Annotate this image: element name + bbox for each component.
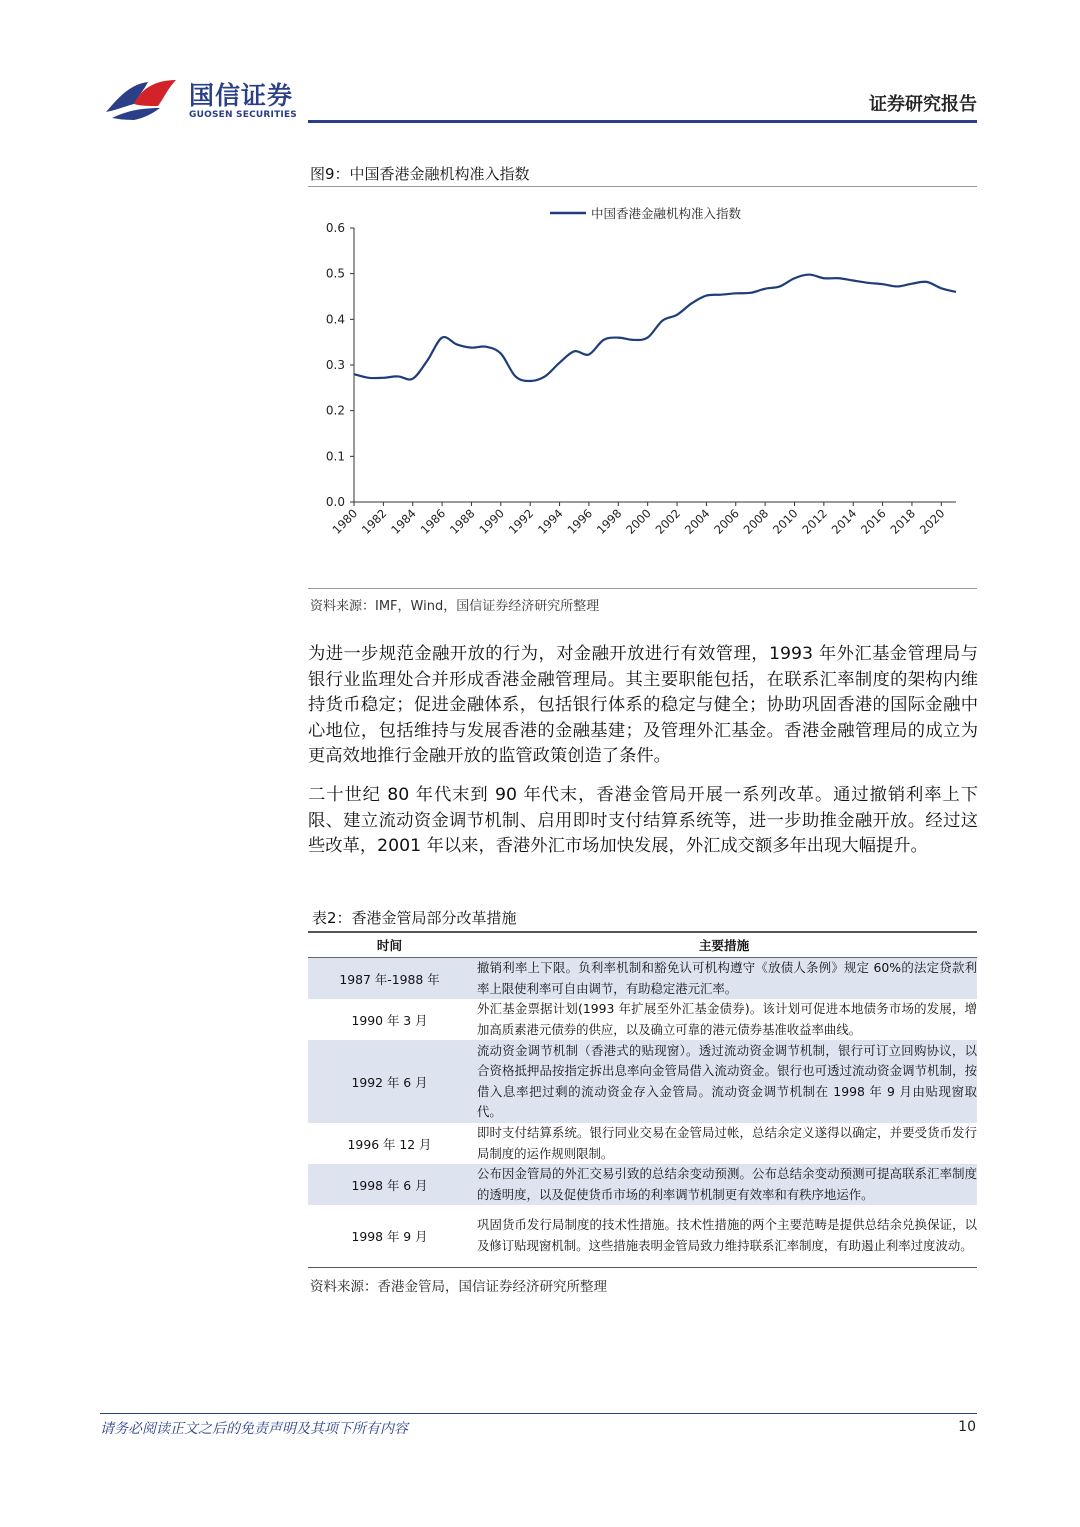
data-point-1991 [515,375,517,377]
data-point-2006 [735,292,737,294]
y-tick-label: 0.1 [325,449,345,464]
data-point-2013 [838,277,840,279]
y-tick-group [326,221,354,509]
data-point-2000 [647,337,649,339]
data-point-2004 [705,295,707,297]
guosen-logo [104,76,184,124]
brand-name-en: GUOSEN SECURITIES [189,110,297,120]
table-header-row [308,932,977,958]
x-tick-label: 2008 [740,506,772,537]
data-point-2011 [808,274,810,276]
data-point-2020 [940,287,942,289]
data-point-2010 [793,277,795,279]
data-point-2008 [764,288,766,290]
data-point-1981 [368,377,370,379]
row-time: 1990 年 3 月 [351,1012,428,1028]
row-desc: 公布因金管局的外汇交易引致的总结余变动预测。公布总结余变动预测可提高联系汇率制度的透明度，以及促使货币市场的利率调节机制更有效率和有秩序地运作。 [471,1164,977,1205]
header-measures: 主要措施 [471,932,977,958]
x-tick-label: 1986 [417,506,449,537]
x-tick-label: 2012 [799,506,830,537]
legend-label: 中国香港金融机构准入指数 [591,206,742,221]
data-point-1986 [441,337,443,339]
x-tick-label: 2020 [916,506,948,537]
x-tick-label: 1990 [476,506,507,537]
data-point-1987 [456,343,458,345]
footer-divider [100,1413,977,1414]
x-tick-label: 1988 [446,506,478,537]
row-desc: 即时支付结算系统。银行同业交易在金管局过帐，总结余定义遂得以确定，并要受货币发行局制度的运作规则限制。 [477,1125,977,1161]
table-row [308,1040,977,1123]
disclaimer-note: 请务必阅读正文之后的免责声明及其项下所有内容 [100,1421,408,1437]
data-point-1999 [632,339,634,341]
data-point-1985 [426,359,428,361]
data-point-2019 [926,281,928,283]
table-row [308,958,977,1000]
figure-top-rule [308,186,977,187]
data-point-2002 [676,314,678,316]
y-tick-label: 0.5 [325,266,345,281]
body-paragraph-2: 二十世纪 80 年代末到 90 年代末，香港金管局开展一系列改革。通过撤销利率上下限、建立流动资金调节机制、启用即时支付结算系统等，进一步助推金融开放。经过这些改革，2001 年以来，香港外汇市场加快发展，外汇成交额多年出现大幅提升。 [308,785,978,856]
x-tick-label: 1994 [535,506,566,537]
row-desc: 外汇基金票据计划(1993 年扩展至外汇基金债券)。该计划可促进本地债务市场的发展，增加高质素港元债券的供应，以及确立可靠的港元债券基准收益率曲线。 [477,1001,977,1037]
table-title: 表2：香港金管局部分改革措施 [312,909,517,927]
table-row [308,1123,977,1164]
data-point-2015 [867,282,869,284]
report-type: 证券研究报告 [869,94,977,115]
data-point-2012 [823,277,825,279]
x-tick-label: 2006 [711,506,742,537]
x-tick-label: 2000 [623,506,654,537]
data-point-2016 [882,283,884,285]
data-point-1996 [588,353,590,355]
reform-measures-table [308,932,977,1268]
data-point-2005 [720,294,722,296]
data-point-2001 [661,320,663,322]
data-point-1997 [603,339,605,341]
data-point-1989 [485,346,487,348]
brand-name-cn: 国信证券 [189,81,294,110]
figure-source: 资料来源：IMF，Wind，国信证券经济研究所整理 [310,599,600,614]
data-point-2009 [779,285,781,287]
header-divider [308,120,977,123]
data-point-1983 [397,375,399,377]
data-point-1998 [617,337,619,339]
row-time: 1998 年 9 月 [308,1205,471,1267]
data-point-2017 [896,285,898,287]
row-desc: 撤销利率上下限。负利率机制和豁免认可机构遵守《放债人条例》规定 60%的法定贷款利率上限使利率可自由调节，有助稳定港元汇率。 [471,958,977,1000]
y-tick-label: 0.3 [325,358,345,372]
y-tick-label: 0.2 [325,403,345,418]
x-tick-label: 2002 [652,506,684,537]
table-row [308,999,977,1040]
row-time: 1987 年-1988 年 [308,958,471,1000]
data-point-2014 [852,280,854,282]
figure-title: 图9：中国香港金融机构准入指数 [310,165,530,183]
row-time: 1992 年 6 月 [308,1040,471,1123]
table-row [308,1205,977,1267]
x-tick-label: 1982 [358,506,390,537]
data-point-1988 [470,347,472,349]
data-point-1995 [573,350,575,352]
x-tick-label: 1992 [505,506,537,537]
x-tick-label: 2016 [858,506,889,537]
table-source: 资料来源：香港金管局，国信证券经济研究所整理 [310,1279,607,1295]
chart-legend [550,206,742,221]
line-chart [308,190,977,585]
x-tick-label: 1998 [593,506,625,537]
x-tick-label: 2004 [681,506,713,537]
y-tick-label: 0.4 [325,312,345,327]
data-point-1990 [500,353,502,355]
row-desc: 流动资金调节机制（香港式的贴现窗）。透过流动资金调节机制，银行可订立回购协议，以合资格抵押品按指定拆出息率向金管局借入流动资金。银行也可透过流动资金调节机制，按借入息率把过剩的流动资金存入金管局。流动资金调节机制在 1998 年 9 月由贴现窗取代。 [471,1040,977,1123]
data-point-2003 [691,302,693,304]
table-row [308,1164,977,1205]
page-number: 10 [958,1419,976,1435]
x-tick-label: 2014 [828,506,860,537]
figure-bottom-rule [308,588,977,589]
x-tick-label: 1984 [388,506,419,537]
data-point-1982 [382,377,384,379]
series-line-access-index [354,275,956,381]
data-point-1984 [412,378,414,380]
x-tick-label: 2018 [887,506,919,537]
row-time: 1996 年 12 月 [347,1136,432,1152]
y-tick-label: 0.0 [325,495,345,509]
data-point-2007 [749,292,751,294]
data-point-2018 [911,283,913,285]
x-tick-label: 2010 [770,506,801,537]
data-point-1993 [544,375,546,377]
body-paragraph-1: 为进一步规范金融开放的行为，对金融开放进行有效管理，1993 年外汇基金管理局与银行业监理处合并形成香港金融管理局。其主要职能包括，在联系汇率制度的架构内维持货币稳定；促进金融体系，包括银行体系的稳定与健全；协助巩固香港的国际金融中心地位，包括维持与发展香港的金融基建；及管理外汇基金。香港金融管理局的成立为更高效地推行金融开放的监管政策创造了条件。 [308,644,978,766]
row-desc: 巩固货币发行局制度的技术性措施。技术性措施的两个主要范畴是提供总结余兑换保证，以及修订贴现窗机制。这些措施表明金管局致力维持联系汇率制度，有助遏止利率过度波动。 [471,1205,977,1267]
x-tick-label: 1980 [329,506,361,537]
data-point-1994 [559,362,561,364]
data-point-1980 [353,373,355,375]
y-tick-label: 0.6 [325,221,345,235]
row-time: 1998 年 6 月 [308,1164,471,1205]
data-point-1992 [529,380,531,382]
data-point-2021 [955,291,957,293]
header-time: 时间 [308,932,471,958]
x-tick-label: 1996 [564,506,596,537]
x-tick-group [330,502,948,537]
